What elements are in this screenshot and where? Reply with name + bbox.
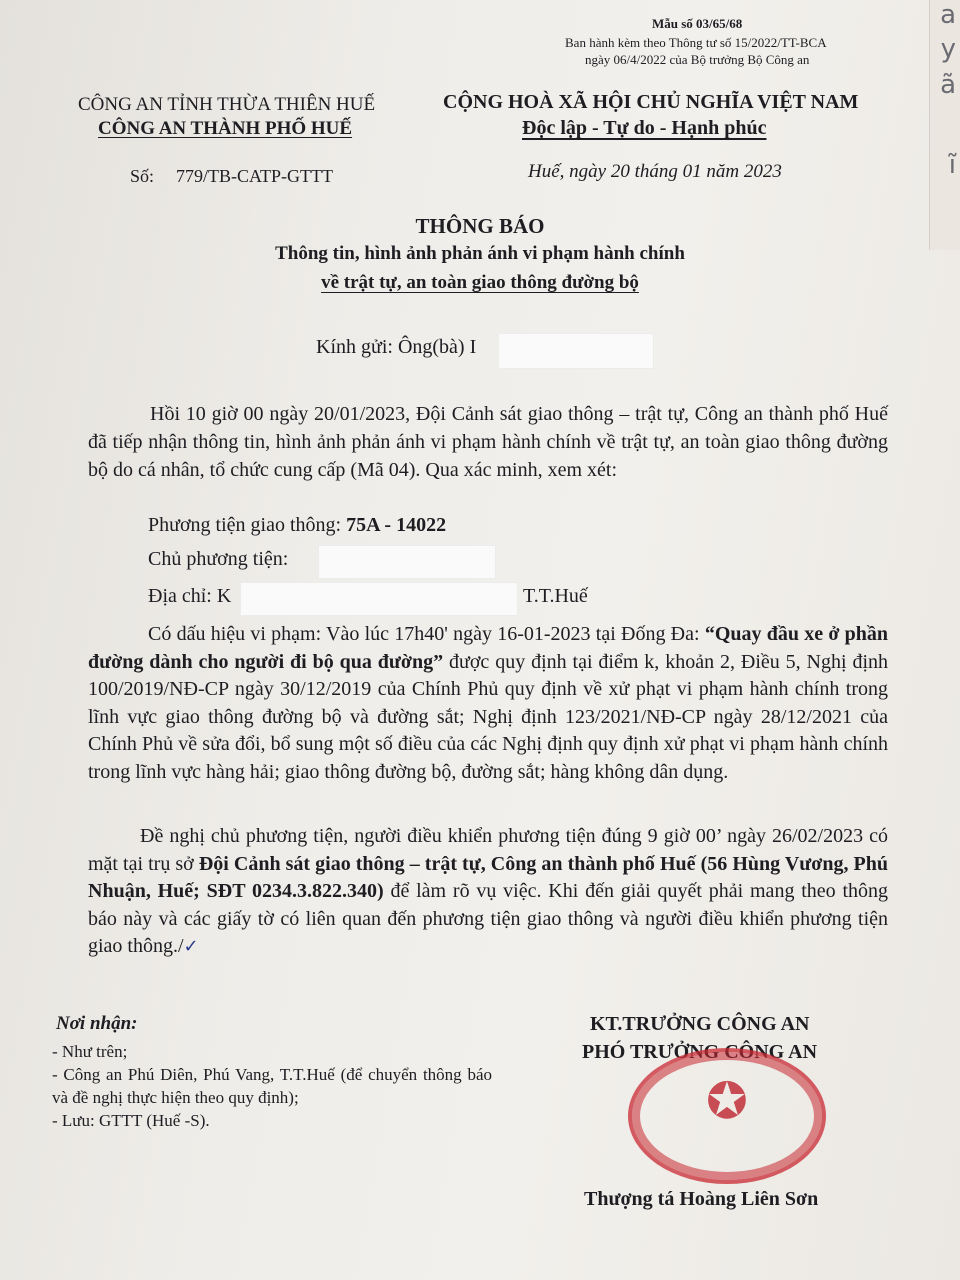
redaction-owner-name bbox=[318, 545, 496, 579]
intro-paragraph: Hồi 10 giờ 00 ngày 20/01/2023, Đội Cảnh sát giao thông – trật tự, Công an thành phố Huế đã tiếp nhận thông tin, hình ảnh phản ánh vi phạm hành chính về trật tự, an toàn giao thông đường bộ do cá nhân, tổ chức cung cấp (Mã 04). Qua xác minh, xem xét: bbox=[88, 403, 888, 481]
address-line bbox=[148, 585, 231, 608]
nation-line1: CỘNG HOÀ XÃ HỘI CHỦ NGHĨA VIỆT NAM bbox=[443, 91, 859, 113]
document-subtitle-line2: về trật tự, an toàn giao thông đường bộ bbox=[321, 272, 639, 293]
vehicle-label: Phương tiện giao thông: bbox=[148, 514, 342, 536]
address-label: Địa chỉ: K bbox=[148, 585, 232, 607]
agency-line1: CÔNG AN TỈNH THỪA THIÊN HUẾ bbox=[78, 94, 376, 115]
form-note-line1: Ban hành kèm theo Thông tư số 15/2022/TT-BCA bbox=[565, 35, 827, 50]
vehicle-line bbox=[148, 514, 446, 537]
request-paragraph bbox=[88, 823, 888, 961]
document-number-label: Số: bbox=[130, 166, 155, 186]
form-number: Mẫu số 03/65/68 bbox=[652, 16, 743, 31]
signature-title-line1: KT.TRƯỞNG CÔNG AN bbox=[590, 1013, 810, 1035]
recipient-greeting: Kính gửi: Ông(bà) I bbox=[316, 336, 477, 358]
adjacent-page-edge: a y ã ĩ bbox=[929, 0, 960, 250]
agency-line2: CÔNG AN THÀNH PHỐ HUẾ bbox=[98, 118, 353, 139]
recipients-item: - Lưu: GTTT (Huế -S). bbox=[52, 1111, 210, 1130]
violation-intro: Có dấu hiệu vi phạm: Vào lúc 17h40' ngày 16-01-2023 tại Đống Đa: bbox=[148, 623, 700, 645]
handwritten-check-icon: ✓ bbox=[183, 936, 199, 957]
recipients-item: - Như trên; bbox=[52, 1042, 128, 1061]
document-number bbox=[130, 166, 333, 187]
nation-motto: Độc lập - Tự do - Hạnh phúc bbox=[522, 117, 767, 139]
owner-label: Chủ phương tiện: bbox=[148, 548, 289, 570]
form-note-line2: ngày 06/4/2022 của Bộ trưởng Bộ Công an bbox=[585, 52, 810, 67]
document-number-value: 779/TB-CATP-GTTT bbox=[176, 166, 334, 186]
document-subtitle-line1: Thông tin, hình ảnh phản ánh vi phạm hành chính bbox=[275, 243, 685, 264]
owner-line bbox=[148, 548, 288, 571]
request-office: Đội Cảnh sát giao thông – trật tự, Công an thành phố Huế (56 Hùng Vương, Phú Nhuận, Huế; SĐT 0234.3.822.340) bbox=[88, 852, 888, 902]
document-title: THÔNG BÁO bbox=[415, 214, 545, 238]
request-intro: Đề nghị chủ phương tiện, người điều khiển phương tiện đúng 9 giờ 00’ ngày 26/02/2023 có mặt tại trụ sở bbox=[88, 825, 888, 875]
red-police-seal-icon: ✪ bbox=[628, 1048, 826, 1184]
redaction-address bbox=[240, 582, 518, 616]
signature-title-line2: PHÓ TRƯỞNG CÔNG AN bbox=[582, 1041, 818, 1063]
signer-name: Thượng tá Hoàng Liên Sơn bbox=[584, 1188, 819, 1210]
violation-paragraph bbox=[88, 621, 888, 786]
recipients-title: Nơi nhận: bbox=[56, 1013, 138, 1034]
violation-legal-basis: được quy định tại điểm k, khoản 2, Điều 5, Nghị định 100/2019/NĐ-CP ngày 30/12/2019 của Chính Phủ quy định về xử phạt vi phạm hành chính trong lĩnh vực giao thông đường bộ và đường sắt; Nghị định 123/2021/NĐ-CP ngày 28/12/2021 của Chính Phủ về sửa đổi, bổ sung một số điều của các Nghị định quy định xử phạt vi phạm hành chính trong lĩnh vực hàng hải; giao thông đường bộ, đường sắt; hàng không dân dụng. bbox=[88, 650, 889, 783]
violation-description: “Quay đầu xe ở phần đường dành cho người đi bộ qua đường” bbox=[88, 623, 889, 673]
address-suffix: T.T.Huế bbox=[523, 585, 588, 607]
request-rest: để làm rõ vụ việc. Khi đến giải quyết phải mang theo thông báo này và các giấy tờ có liên quan đến phương tiện giao thông và người điều khiển phương tiện giao thông./ bbox=[88, 880, 889, 957]
place-date: Huế, ngày 20 tháng 01 năm 2023 bbox=[528, 161, 782, 182]
vehicle-plate: 75A - 14022 bbox=[346, 514, 447, 536]
redaction-recipient-name bbox=[498, 333, 654, 369]
recipients-list bbox=[52, 1040, 492, 1132]
recipients-item: - Công an Phú Diên, Phú Vang, T.T.Huế (để chuyển thông báo và đề nghị thực hiện theo quy định); bbox=[52, 1065, 492, 1107]
